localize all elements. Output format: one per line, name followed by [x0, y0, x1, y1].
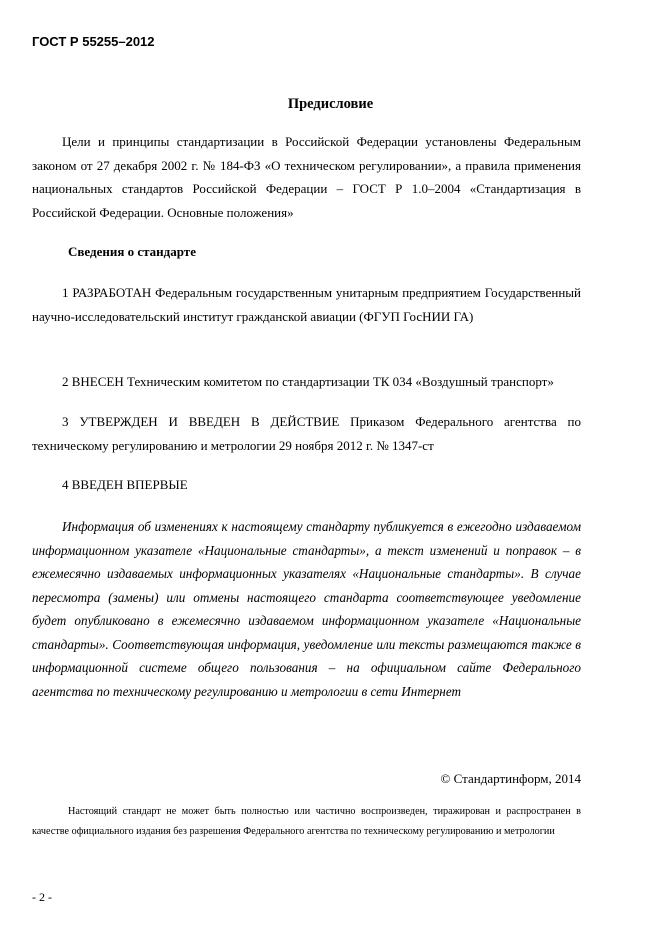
item-approved: 3 УТВЕРЖДЕН И ВВЕДЕН В ДЕЙСТВИЕ Приказом Федерального агентства по техническому регулированию и метрологии 29 ноября 2012 г. № 1347-ст [32, 414, 581, 453]
copyright: © Стандартинформ, 2014 [440, 771, 581, 786]
reproduction-notice: Настоящий стандарт не может быть полностью или частично воспроизведен, тиражирован и распространен в качестве официального издания без разрешения Федерального агентства по техническому регулированию и метрологии [32, 806, 581, 837]
info-note: Информация об изменениях к настоящему стандарту публикуется в ежегодно издаваемом информационном указателе «Национальные стандарты», а текст изменений и поправок – в ежемесячно издаваемых информационных указателях «Национальные стандарты». В случае пересмотра (замены) или отмены настоящего стандарта соответствующее уведомление будет опубликовано в ежемесячно издаваемом информационном указателе «Национальные стандарты». Соответствующая информация, уведомление или тексты размещаются также в информационной системе общего пользования – на официальном сайте Федерального агентства по техническому регулированию и метрологии в сети Интернет [32, 519, 581, 699]
page-title: Предисловие [287, 96, 374, 112]
section-title: Сведения о стандарте [68, 244, 196, 259]
item-submitted: 2 ВНЕСЕН Техническим комитетом по стандартизации ТК 034 «Воздушный транспорт» [62, 374, 554, 389]
intro-paragraph: Цели и принципы стандартизации в Российской Федерации установлены Федеральным законом от 27 декабря 2002 г. № 184-ФЗ «О техническом регулировании», а правила применения национальных стандартов Российской Федерации – ГОСТ Р 1.0–2004 «Стандартизация в Российской Федерации. Основные положения» [32, 134, 581, 220]
page-number: - 2 - [32, 890, 52, 904]
item-first-introduced: 4 ВВЕДЕН ВПЕРВЫЕ [62, 477, 188, 492]
document-code: ГОСТ Р 55255–2012 [32, 34, 155, 49]
item-developed: 1 РАЗРАБОТАН Федеральным государственным унитарным предприятием Государственный научно-исследовательский институт гражданской авиации (ФГУП ГосНИИ ГА) [32, 285, 581, 324]
